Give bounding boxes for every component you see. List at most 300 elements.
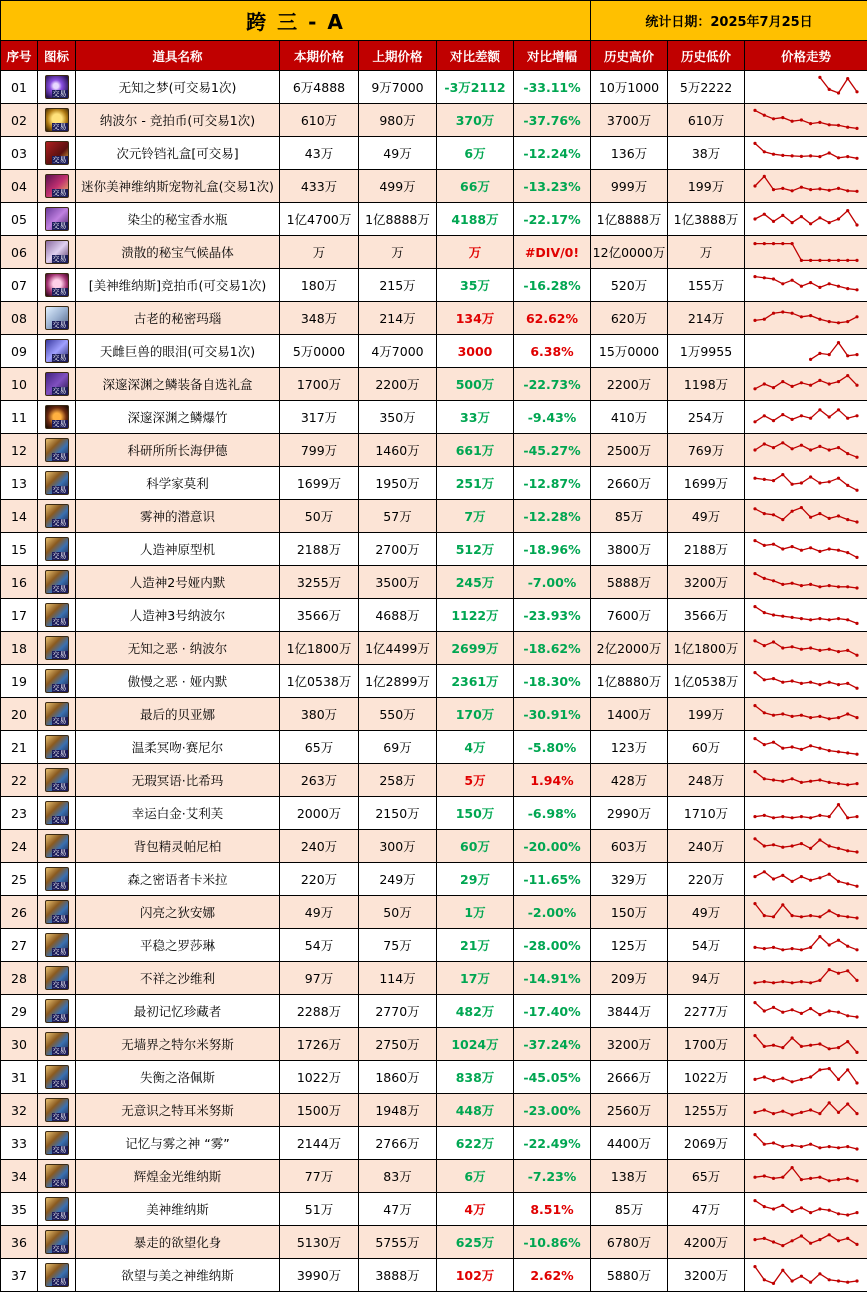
trend-point	[763, 1009, 766, 1012]
trend-point	[818, 585, 821, 588]
history-low: 60万	[668, 731, 745, 764]
trend-point	[791, 880, 794, 883]
trade-tag: 交易	[52, 1113, 67, 1121]
price-diff: 482万	[437, 995, 514, 1028]
trend-point	[809, 1075, 812, 1078]
trend-point	[828, 618, 831, 621]
trend-point	[855, 1051, 858, 1054]
trend-point	[828, 1278, 831, 1281]
trend-point	[818, 1112, 821, 1115]
history-high: 603万	[591, 830, 668, 863]
history-low: 65万	[668, 1160, 745, 1193]
current-price: 5万0000	[280, 335, 359, 368]
current-price: 51万	[280, 1193, 359, 1226]
price-diff: 838万	[437, 1061, 514, 1094]
current-price: 3990万	[280, 1259, 359, 1292]
trend-point	[763, 414, 766, 417]
trend-cell	[745, 170, 867, 203]
current-price: 50万	[280, 500, 359, 533]
trend-point	[809, 384, 812, 387]
trend-cell	[745, 797, 867, 830]
col-header-previous: 上期价格	[359, 41, 437, 71]
trend-point	[791, 745, 794, 748]
current-price: 万	[280, 236, 359, 269]
current-price: 54万	[280, 929, 359, 962]
table-row	[1, 698, 867, 731]
price-change-pct: -30.91%	[514, 698, 591, 731]
perfume-icon	[45, 207, 69, 231]
history-high: 2200万	[591, 368, 668, 401]
price-diff: 661万	[437, 434, 514, 467]
item-icon-cell	[38, 203, 76, 236]
history-high: 209万	[591, 962, 668, 995]
trend-point	[800, 617, 803, 620]
trend-sparkline	[751, 567, 861, 597]
trend-point	[828, 681, 831, 684]
trend-point	[837, 341, 840, 344]
item-name: 失衡之洛佩斯	[76, 1061, 280, 1094]
trend-point	[828, 88, 831, 91]
item-icon-cell	[38, 698, 76, 731]
previous-price: 214万	[359, 302, 437, 335]
trend-sparkline	[751, 336, 861, 366]
trend-point	[781, 874, 784, 877]
trend-cell	[745, 236, 867, 269]
trend-point	[818, 286, 821, 289]
price-change-pct: -7.00%	[514, 566, 591, 599]
trend-point	[828, 1179, 831, 1182]
trend-cell	[745, 401, 867, 434]
trend-line	[755, 1235, 857, 1246]
price-diff: 29万	[437, 863, 514, 896]
trend-point	[781, 815, 784, 818]
row-number: 31	[1, 1061, 38, 1094]
trend-line	[755, 937, 857, 950]
trade-tag: 交易	[52, 90, 67, 98]
history-high: 1亿8880万	[591, 665, 668, 698]
trend-point	[837, 1011, 840, 1014]
price-diff: 134万	[437, 302, 514, 335]
card-icon	[45, 570, 69, 594]
current-price: 1700万	[280, 368, 359, 401]
trend-point	[753, 507, 756, 510]
table-row	[1, 104, 867, 137]
history-high: 15万0000	[591, 335, 668, 368]
trend-point	[818, 379, 821, 382]
current-price: 799万	[280, 434, 359, 467]
row-number: 32	[1, 1094, 38, 1127]
trend-sparkline	[751, 1260, 861, 1290]
trend-point	[753, 815, 756, 818]
trend-point	[763, 844, 766, 847]
item-icon-cell	[38, 170, 76, 203]
trade-tag: 交易	[52, 123, 67, 131]
trend-point	[837, 617, 840, 620]
trend-point	[763, 1237, 766, 1240]
previous-price: 350万	[359, 401, 437, 434]
trend-point	[781, 310, 784, 313]
trend-sparkline	[751, 369, 861, 399]
trend-point	[818, 481, 821, 484]
table-title: 跨 三 - A	[1, 1, 591, 41]
trend-point	[837, 1212, 840, 1215]
price-change-pct: -22.49%	[514, 1127, 591, 1160]
history-low: 1198万	[668, 368, 745, 401]
trend-point	[828, 547, 831, 550]
trend-point	[800, 915, 803, 918]
trend-cell	[745, 896, 867, 929]
item-name: 最后的贝亚娜	[76, 698, 280, 731]
price-diff: 1122万	[437, 599, 514, 632]
trend-point	[809, 816, 812, 819]
trend-point	[846, 1014, 849, 1017]
price-diff: 4188万	[437, 203, 514, 236]
trend-point	[837, 914, 840, 917]
history-low: 54万	[668, 929, 745, 962]
card-icon	[45, 438, 69, 462]
trade-tag: 交易	[52, 519, 67, 527]
item-icon-cell	[38, 1127, 76, 1160]
trend-point	[809, 716, 812, 719]
firecracker-icon	[45, 405, 69, 429]
trend-point	[846, 585, 849, 588]
price-change-pct: 6.38%	[514, 335, 591, 368]
item-name: 森之密语者卡米拉	[76, 863, 280, 896]
trend-line	[755, 872, 857, 886]
trend-point	[781, 1176, 784, 1179]
price-change-pct: -22.73%	[514, 368, 591, 401]
trend-sparkline	[751, 435, 861, 465]
trend-point	[818, 915, 821, 918]
trend-point	[837, 217, 840, 220]
history-low: 5万2222	[668, 71, 745, 104]
trend-point	[800, 980, 803, 983]
trend-point	[763, 711, 766, 714]
trend-point	[855, 384, 858, 387]
trend-cell	[745, 764, 867, 797]
trend-sparkline	[751, 402, 861, 432]
price-change-pct: -7.23%	[514, 1160, 591, 1193]
row-number: 27	[1, 929, 38, 962]
trend-point	[828, 844, 831, 847]
history-low: 1700万	[668, 1028, 745, 1061]
trend-point	[809, 546, 812, 549]
trend-point	[753, 1265, 756, 1268]
price-change-pct: 62.62%	[514, 302, 591, 335]
previous-price: 300万	[359, 830, 437, 863]
current-price: 65万	[280, 731, 359, 764]
price-change-pct: 2.62%	[514, 1259, 591, 1292]
trend-sparkline	[751, 1161, 861, 1191]
history-low: 199万	[668, 170, 745, 203]
trend-cell	[745, 632, 867, 665]
history-low: 1亿3888万	[668, 203, 745, 236]
trend-point	[855, 520, 858, 523]
trend-point	[791, 510, 794, 513]
price-change-pct: 8.51%	[514, 1193, 591, 1226]
trend-line	[755, 475, 857, 491]
trend-cell	[745, 500, 867, 533]
card-icon	[45, 1197, 69, 1221]
item-name: 人造神2号娅内默	[76, 566, 280, 599]
trend-point	[772, 277, 775, 280]
trend-point	[828, 517, 831, 520]
trend-point	[763, 1108, 766, 1111]
item-name: 人造神原型机	[76, 533, 280, 566]
trend-point	[781, 473, 784, 476]
price-change-pct: -2.00%	[514, 896, 591, 929]
trend-point	[846, 1213, 849, 1216]
price-change-pct: -12.24%	[514, 137, 591, 170]
row-number: 17	[1, 599, 38, 632]
current-price: 77万	[280, 1160, 359, 1193]
current-price: 1亿4700万	[280, 203, 359, 236]
history-high: 12亿0000万	[591, 236, 668, 269]
price-diff: 33万	[437, 401, 514, 434]
trend-point	[828, 717, 831, 720]
trend-point	[837, 156, 840, 159]
trend-point	[763, 442, 766, 445]
trend-point	[855, 782, 858, 785]
price-diff: 6万	[437, 137, 514, 170]
row-number: 15	[1, 533, 38, 566]
item-name: 迷你美神维纳斯宠物礼盒(交易1次)	[76, 170, 280, 203]
table-row	[1, 1259, 867, 1292]
trend-point	[855, 288, 858, 291]
trend-point	[800, 155, 803, 158]
trend-point	[828, 448, 831, 451]
item-name: 人造神3号纳波尔	[76, 599, 280, 632]
trend-point	[818, 1238, 821, 1241]
trend-point	[763, 980, 766, 983]
trend-sparkline	[751, 138, 861, 168]
trend-point	[846, 1281, 849, 1284]
item-icon-cell	[38, 797, 76, 830]
price-diff: 150万	[437, 797, 514, 830]
trend-point	[837, 1046, 840, 1049]
trend-point	[855, 556, 858, 559]
trend-point	[800, 1178, 803, 1181]
price-diff: 35万	[437, 269, 514, 302]
row-number: 34	[1, 1160, 38, 1193]
trend-point	[753, 275, 756, 278]
trend-point	[846, 259, 849, 262]
trend-cell	[745, 698, 867, 731]
table-row	[1, 566, 867, 599]
item-name: 温柔冥吻·赛尼尔	[76, 731, 280, 764]
trend-point	[855, 687, 858, 690]
item-name: 天雌巨兽的眼泪(可交易1次)	[76, 335, 280, 368]
price-diff: 4万	[437, 731, 514, 764]
trend-point	[763, 318, 766, 321]
item-name: 平稳之罗莎琳	[76, 929, 280, 962]
trend-point	[800, 748, 803, 751]
current-price: 1亿1800万	[280, 632, 359, 665]
trend-point	[828, 480, 831, 483]
trend-point	[818, 838, 821, 841]
price-change-pct: -23.93%	[514, 599, 591, 632]
history-low: 248万	[668, 764, 745, 797]
trend-point	[800, 381, 803, 384]
trend-point	[818, 550, 821, 553]
trend-point	[753, 1133, 756, 1136]
trend-point	[818, 683, 821, 686]
trend-point	[818, 445, 821, 448]
trend-sparkline	[751, 666, 861, 696]
trend-point	[800, 414, 803, 417]
table-row	[1, 533, 867, 566]
trend-sparkline	[751, 534, 861, 564]
trend-point	[763, 213, 766, 216]
trend-point	[828, 282, 831, 285]
item-name: 染尘的秘宝香水瓶	[76, 203, 280, 236]
trend-point	[753, 1034, 756, 1037]
trend-point	[837, 408, 840, 411]
trend-point	[809, 681, 812, 684]
trend-point	[763, 644, 766, 647]
item-name: 科研所所长海伊德	[76, 434, 280, 467]
trend-sparkline	[751, 765, 861, 795]
trend-point	[763, 870, 766, 873]
price-change-pct: -45.27%	[514, 434, 591, 467]
trend-point	[781, 1269, 784, 1272]
item-icon-cell	[38, 1226, 76, 1259]
trade-tag: 交易	[52, 882, 67, 890]
item-name: 深邃深渊之鳞爆竹	[76, 401, 280, 434]
trend-point	[855, 315, 858, 318]
trend-point	[828, 943, 831, 946]
previous-price: 50万	[359, 896, 437, 929]
trend-point	[809, 222, 812, 225]
previous-price: 114万	[359, 962, 437, 995]
trend-point	[818, 259, 821, 262]
history-high: 520万	[591, 269, 668, 302]
trend-point	[763, 1174, 766, 1177]
trend-point	[846, 712, 849, 715]
col-header-low: 历史低价	[668, 41, 745, 71]
trend-line	[755, 1103, 857, 1115]
trend-point	[753, 704, 756, 707]
trend-point	[846, 1177, 849, 1180]
trend-point	[837, 380, 840, 383]
trend-point	[772, 1177, 775, 1180]
trend-point	[791, 914, 794, 917]
item-icon-cell	[38, 467, 76, 500]
trend-sparkline	[751, 303, 861, 333]
trend-point	[753, 875, 756, 878]
trend-point	[846, 551, 849, 554]
price-diff: 4万	[437, 1193, 514, 1226]
trade-tag: 交易	[52, 981, 67, 989]
item-name: 纳波尔 - 竞拍币(可交易1次)	[76, 104, 280, 137]
item-icon-cell	[38, 632, 76, 665]
trend-point	[753, 142, 756, 145]
row-number: 36	[1, 1226, 38, 1259]
trend-point	[855, 90, 858, 93]
trend-point	[818, 155, 821, 158]
row-number: 16	[1, 566, 38, 599]
trend-sparkline	[751, 1095, 861, 1125]
trend-point	[855, 586, 858, 589]
price-change-pct: -5.80%	[514, 731, 591, 764]
price-diff: 17万	[437, 962, 514, 995]
pet-box-icon	[45, 174, 69, 198]
trend-line	[755, 1168, 857, 1181]
trend-cell	[745, 302, 867, 335]
trend-point	[818, 979, 821, 982]
trend-line	[755, 176, 857, 191]
trend-line	[755, 508, 857, 522]
trend-point	[818, 1146, 821, 1149]
trend-point	[809, 1108, 812, 1111]
previous-price: 258万	[359, 764, 437, 797]
trend-point	[800, 315, 803, 318]
trend-point	[855, 1243, 858, 1246]
trend-point	[809, 188, 812, 191]
history-low: 1710万	[668, 797, 745, 830]
trend-point	[855, 190, 858, 193]
trend-point	[855, 489, 858, 492]
previous-price: 2750万	[359, 1028, 437, 1061]
trend-point	[791, 1008, 794, 1011]
trend-cell	[745, 830, 867, 863]
price-change-pct: 1.94%	[514, 764, 591, 797]
current-price: 97万	[280, 962, 359, 995]
trade-tag: 交易	[52, 1146, 67, 1154]
card-icon	[45, 1263, 69, 1287]
history-high: 85万	[591, 500, 668, 533]
trend-point	[846, 1145, 849, 1148]
trend-point	[809, 281, 812, 284]
trend-line	[820, 77, 857, 93]
item-icon-cell	[38, 566, 76, 599]
price-diff: 512万	[437, 533, 514, 566]
trend-point	[763, 1205, 766, 1208]
trend-point	[800, 186, 803, 189]
trend-cell	[745, 1193, 867, 1226]
trade-tag: 交易	[52, 1047, 67, 1055]
history-low: 240万	[668, 830, 745, 863]
history-low: 万	[668, 236, 745, 269]
trend-point	[791, 1113, 794, 1116]
previous-price: 4688万	[359, 599, 437, 632]
row-number: 07	[1, 269, 38, 302]
history-high: 150万	[591, 896, 668, 929]
previous-price: 3888万	[359, 1259, 437, 1292]
card-icon	[45, 1164, 69, 1188]
trend-sparkline	[751, 1029, 861, 1059]
current-price: 43万	[280, 137, 359, 170]
trend-point	[818, 1176, 821, 1179]
trend-point	[818, 747, 821, 750]
card-icon	[45, 1098, 69, 1122]
row-number: 26	[1, 896, 38, 929]
history-high: 999万	[591, 170, 668, 203]
trend-cell	[745, 929, 867, 962]
trade-tag: 交易	[52, 717, 67, 725]
trend-point	[837, 1146, 840, 1149]
current-price: 433万	[280, 170, 359, 203]
trade-tag: 交易	[52, 552, 67, 560]
trend-point	[809, 154, 812, 157]
trend-point	[837, 880, 840, 883]
trend-point	[818, 318, 821, 321]
trend-cell	[745, 995, 867, 1028]
history-low: 1亿0538万	[668, 665, 745, 698]
history-low: 1万9955	[668, 335, 745, 368]
card-icon	[45, 669, 69, 693]
trend-point	[855, 654, 858, 657]
